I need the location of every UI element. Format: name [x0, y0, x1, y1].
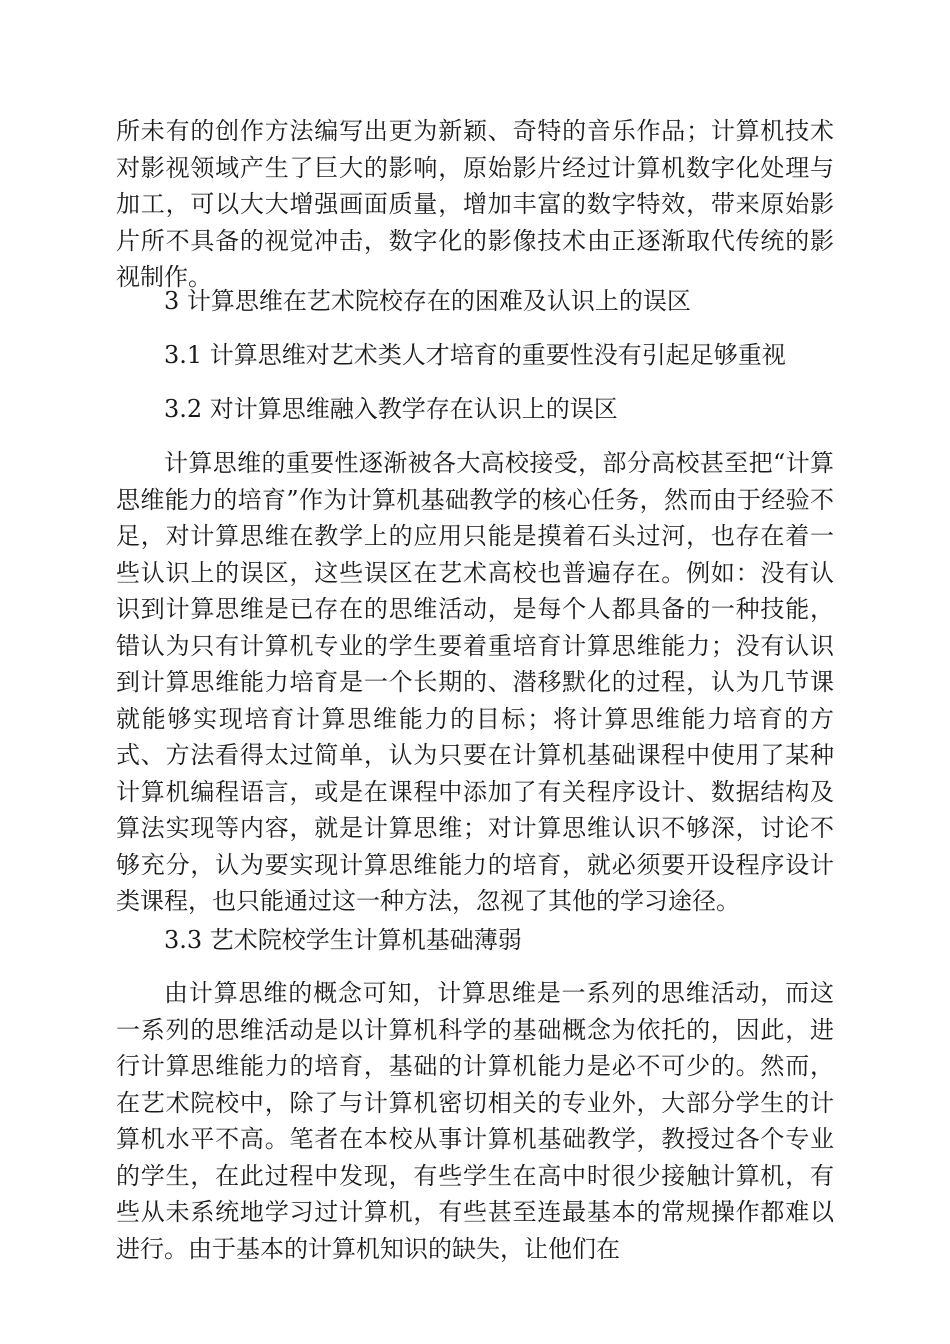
- subsection-heading-3-1: 3.1 计算思维对艺术类人才培育的重要性没有引起足够重视: [164, 341, 786, 369]
- paragraph-3-2-body: 计算思维的重要性逐渐被各大高校接受，部分高校甚至把“计算思维能力的培育”作为计算机基础教学的核心任务，然而由于经验不足，对计算思维在教学上的应用只能是摸着石头过河，也存在着一些认识上的误区，这些误区在艺术高校也普遍存在。例如：没有认识到计算思维是已存在的思维活动，是每个人都具备的一种技能，错认为只有计算机专业的学生要着重培育计算思维能力；没有认识到计算思维能力培育是一个长期的、潜移默化的过程，认为几节课就能够实现培育计算思维能力的目标；将计算思维能力培育的方式、方法看得太过简单，认为只要在计算机基础课程中使用了某种计算机编程语言，或是在课程中添加了有关程序设计、数据结构及算法实现等内容，就是计算思维；对计算思维认识不够深，讨论不够充分，认为要实现计算思维能力的培育，就必须要开设程序设计类课程，也只能通过这一种方法，忽视了其他的学习途径。: [116, 449, 834, 915]
- paragraph-continued: 所未有的创作方法编写出更为新颖、奇特的音乐作品；计算机技术对影视领域产生了巨大的影响，原始影片经过计算机数字化处理与加工，可以大大增强画面质量，增加丰富的数字特效，带来原始影片所不具备的视觉冲击，数字化的影像技术由正逐渐取代传统的影视制作。: [116, 117, 834, 291]
- paragraph-3-3-body: 由计算思维的概念可知，计算思维是一系列的思维活动，而这一系列的思维活动是以计算机科学的基础概念为依托的，因此，进行计算思维能力的培育，基础的计算机能力是必不可少的。然而，在艺术院校中，除了与计算机密切相关的专业外，大部分学生的计算机水平不高。笔者在本校从事计算机基础教学，教授过各个专业的学生，在此过程中发现，有些学生在高中时很少接触计算机，有些从未系统地学习过计算机，有些甚至连最基本的常规操作都难以进行。由于基本的计算机知识的缺失，让他们在: [116, 979, 834, 1263]
- section-heading-3: 3 计算思维在艺术院校存在的困难及认识上的误区: [164, 287, 691, 315]
- subsection-heading-3-3: 3.3 艺术院校学生计算机基础薄弱: [164, 926, 522, 954]
- subsection-heading-3-2: 3.2 对计算思维融入教学存在认识上的误区: [164, 395, 618, 423]
